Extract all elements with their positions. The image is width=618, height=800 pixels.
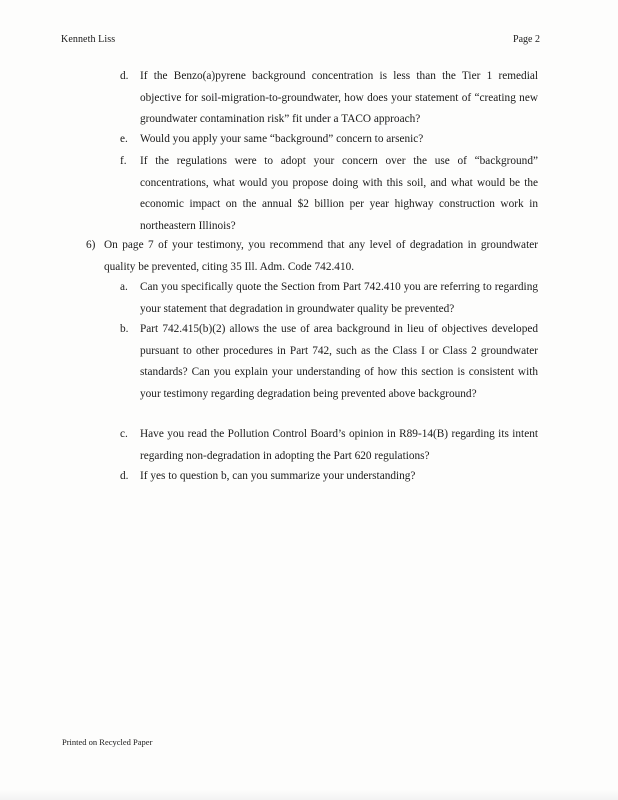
list-marker-c: c. (120, 428, 128, 440)
question-f-economic-impact: If the regulations were to adopt your concern over the use of “background” concentrations, what would you propose doing with this soil, and what would be the economic impact on the annual $2 billion per year highway construction work in northeastern Illinois? (140, 155, 538, 232)
list-marker-b: b. (120, 323, 129, 335)
list-marker-d-second: d. (120, 470, 129, 482)
question-d-benzo-a-pyrene: If the Benzo(a)pyrene background concentration is less than the Tier 1 remedial objective for soil-migration-to-groundwater, how does your statement of “creating new groundwater contamination risk” fit under a TACO approach? (140, 70, 538, 126)
list-marker-6: 6) (86, 239, 96, 251)
question-c-board-opinion: Have you read the Pollution Control Board’s opinion in R89-14(B) regarding its intent regarding non-degradation in adopting the Part 620 regulations? (140, 428, 538, 462)
question-e-arsenic: Would you apply your same “background” concern to arsenic? (140, 133, 424, 145)
question-6-degradation: On page 7 of your testimony, you recommend that any level of degradation in groundwater quality be prevented, citing 35 Ill. Adm. Code 742.410. (104, 239, 538, 273)
question-d-summarize: If yes to question b, can you summarize your understanding? (140, 470, 416, 482)
list-marker-f: f. (120, 155, 127, 167)
question-a-quote-section: Can you specifically quote the Section from Part 742.410 you are referring to regarding your statement that degradation in groundwater quality be prevented? (140, 281, 538, 315)
header-author: Kenneth Liss (61, 34, 116, 45)
list-marker-d: d. (120, 70, 129, 82)
footer-note: Printed on Recycled Paper (62, 737, 153, 747)
scan-edge-shadow (0, 790, 618, 800)
list-marker-e: e. (120, 133, 128, 145)
question-b-area-background: Part 742.415(b)(2) allows the use of area background in lieu of objectives developed pursuant to other procedures in Part 742, such as the Class I or Class 2 groundwater standards? Can you explain your understanding of how this section is consistent with your testimony regarding degradation being prevented above background? (140, 323, 538, 400)
header-page-number: Page 2 (513, 34, 540, 45)
list-marker-a: a. (120, 281, 128, 293)
